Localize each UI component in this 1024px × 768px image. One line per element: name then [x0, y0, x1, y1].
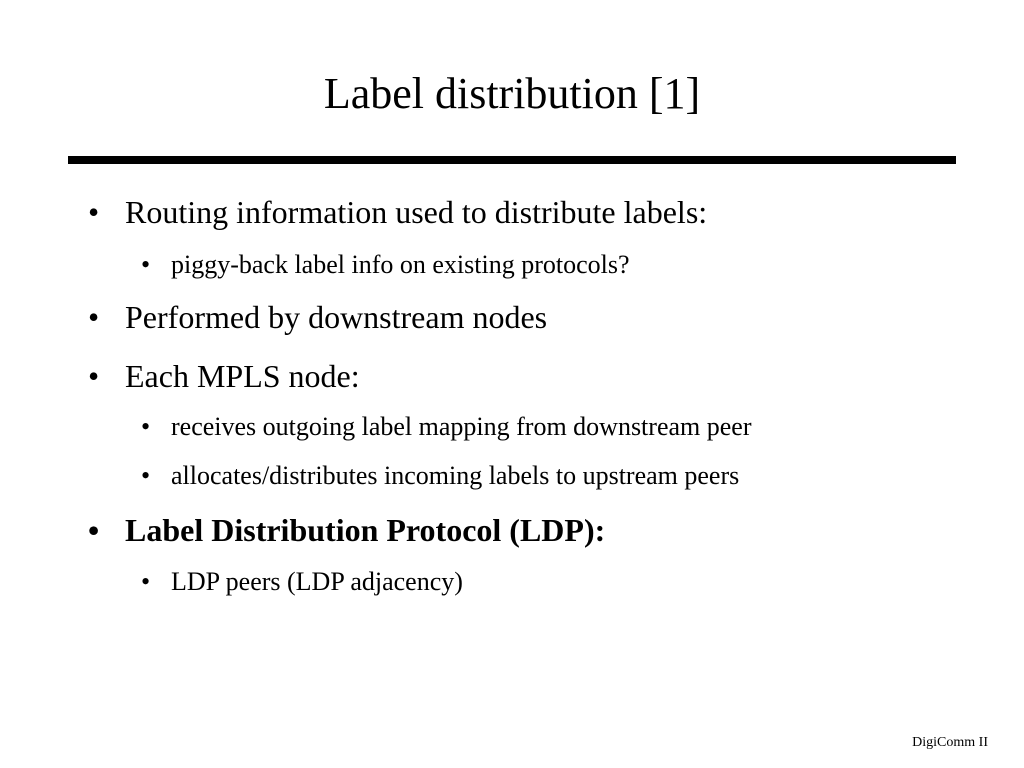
bullet-text: Each MPLS node: — [125, 358, 360, 394]
bullet-text: Label Distribution Protocol (LDP): — [125, 512, 606, 548]
bullet-icon: • — [88, 299, 100, 335]
bullet-icon: • — [141, 461, 151, 490]
bullet-text: Routing information used to distribute labels: — [125, 194, 708, 230]
bullet-icon: • — [88, 194, 100, 230]
footer-label: DigiComm II — [912, 735, 988, 750]
bullet-icon: • — [141, 412, 151, 441]
bullet-icon: • — [88, 512, 100, 548]
bullet-icon: • — [141, 567, 151, 596]
sub-bullet-text: piggy-back label info on existing protocols? — [171, 250, 630, 279]
bullet-icon: • — [88, 358, 100, 394]
sub-bullet-text: allocates/distributes incoming labels to upstream peers — [171, 461, 740, 490]
sub-bullet-text: receives outgoing label mapping from downstream peer — [171, 412, 752, 441]
bullet-text: Performed by downstream nodes — [125, 299, 548, 335]
sub-bullet-text: LDP peers (LDP adjacency) — [171, 567, 463, 596]
slide-title: Label distribution [1] — [323, 69, 701, 118]
bullet-icon: • — [141, 250, 151, 279]
